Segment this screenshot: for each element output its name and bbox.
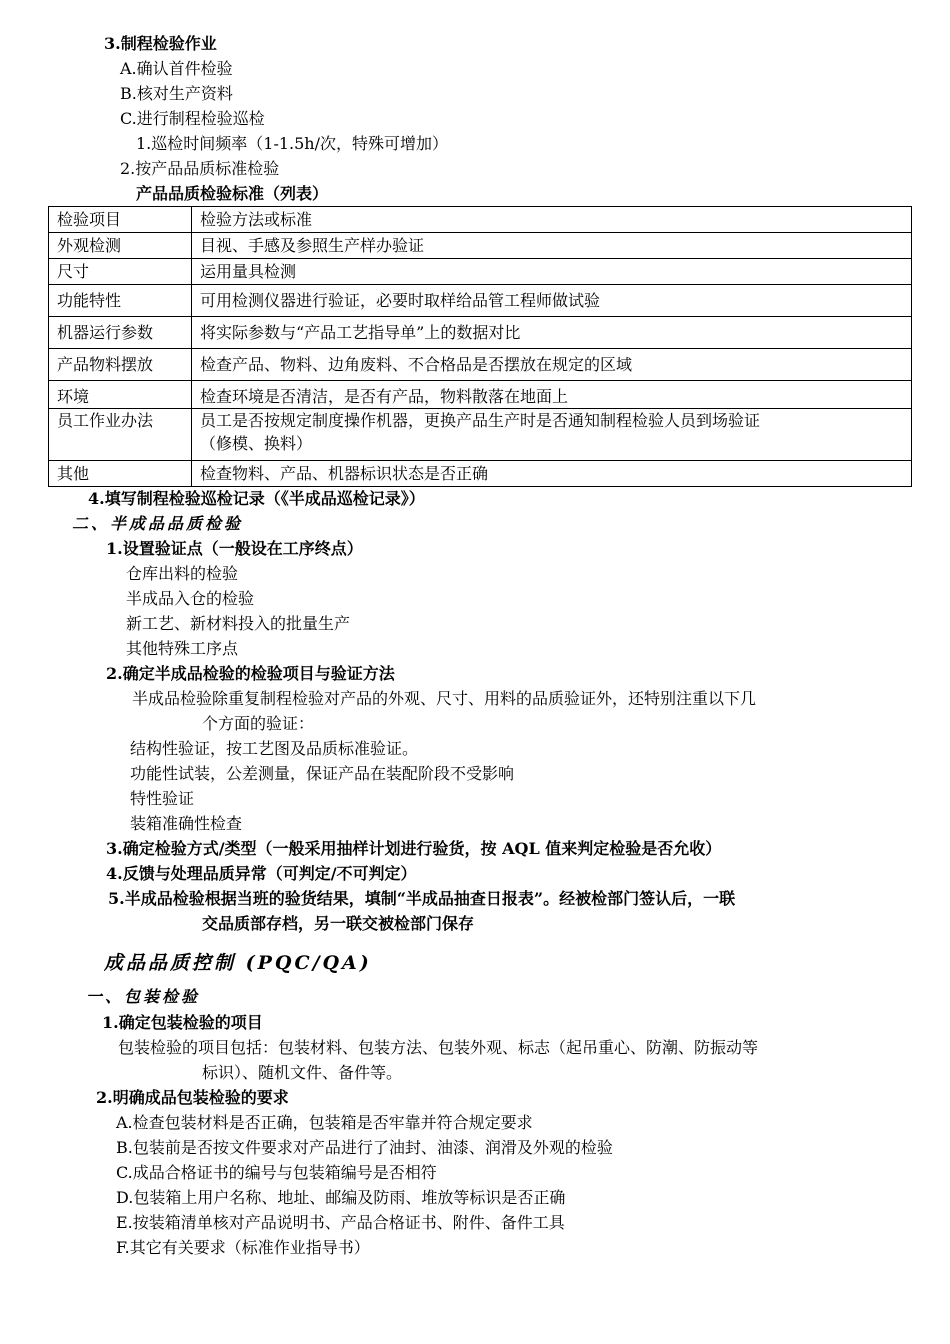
table-row — [49, 461, 912, 487]
packaging-step-2: 2.明确成品包装检验的要求 — [96, 1088, 289, 1107]
semi-step-5-cont: 交品质部存档，另一联交被检部门保存 — [202, 914, 475, 933]
finished-quality-heading: 成品品质控制 (PQC/QA) — [104, 952, 372, 974]
semi-step-4: 4.反馈与处理品质异常（可判定/不可判定） — [106, 864, 417, 883]
semi-step-2-paragraph: 半成品检验除重复制程检验对产品的外观、尺寸、用料的品质验证外，还特别注重以下几 — [132, 689, 757, 708]
table-cell-item: 机器运行参数 — [49, 317, 192, 349]
table-row — [49, 409, 912, 461]
table-cell-item: 环境 — [49, 381, 192, 409]
table-cell-item: 员工作业办法 — [49, 409, 192, 461]
table-header-cell: 检验项目 — [49, 207, 192, 233]
table-header-row — [49, 207, 912, 233]
semi-step-1: 1.设置验证点（一般设在工序终点） — [106, 539, 363, 558]
quality-standard-table — [48, 206, 912, 487]
list-item: A.检查包装材料是否正确，包装箱是否牢靠并符合规定要求 — [116, 1113, 533, 1132]
semi-finished-heading: 二、半成品品质检验 — [72, 514, 244, 533]
packaging-step-1-paragraph-cont: 标识）、随机文件、备件等。 — [202, 1063, 403, 1082]
semi-step-2: 2.确定半成品检验的检验项目与验证方法 — [106, 664, 395, 683]
table-cell-method: 检查物料、产品、机器标识状态是否正确 — [192, 461, 912, 487]
table-title: 产品品质检验标准（列表） — [136, 184, 329, 203]
table-cell-item: 产品物料摆放 — [49, 349, 192, 381]
list-item: 仓库出料的检验 — [126, 564, 239, 583]
table-row — [49, 285, 912, 317]
table-cell-item: 尺寸 — [49, 259, 192, 285]
table-cell-method: 将实际参数与“产品工艺指导单”上的数据对比 — [192, 317, 912, 349]
item-4: 4.填写制程检验巡检记录（《半成品巡检记录》） — [88, 489, 425, 508]
list-item: 功能性试装，公差测量，保证产品在装配阶段不受影响 — [130, 764, 515, 783]
section-3-item-b: B.核对生产资料 — [120, 84, 233, 103]
list-item: F.其它有关要求（标准作业指导书） — [116, 1238, 370, 1257]
semi-step-3: 3.确定检验方式/类型（一般采用抽样计划进行验货，按 AQL 值来判定检验是否允收） — [106, 839, 722, 858]
section-3-item-c1: 1.巡检时间频率（1-1.5h/次，特殊可增加） — [136, 134, 448, 153]
list-item: 新工艺、新材料投入的批量生产 — [126, 614, 351, 633]
table-row — [49, 381, 912, 409]
packaging-step-1: 1.确定包装检验的项目 — [102, 1013, 263, 1032]
list-item: 装箱准确性检查 — [130, 814, 243, 833]
section-3-heading: 3.制程检验作业 — [104, 34, 217, 53]
table-cell-method: 运用量具检测 — [192, 259, 912, 285]
semi-step-2-paragraph-cont: 个方面的验证： — [202, 714, 315, 733]
table-row — [49, 349, 912, 381]
semi-step-5: 5.半成品检验根据当班的验货结果，填制“半成品抽查日报表”。经被检部门签认后，一联 — [108, 889, 736, 908]
list-item: 其他特殊工序点 — [126, 639, 239, 658]
table-cell-method: 检查产品、物料、边角废料、不合格品是否摆放在规定的区域 — [192, 349, 912, 381]
table-cell-method: 目视、手感及参照生产样办验证 — [192, 233, 912, 259]
table-header-cell: 检验方法或标准 — [192, 207, 912, 233]
list-item: 半成品入仓的检验 — [126, 589, 255, 608]
table-row — [49, 317, 912, 349]
list-item: E.按装箱清单核对产品说明书、产品合格证书、附件、备件工具 — [116, 1213, 565, 1232]
list-item: 结构性验证，按工艺图及品质标准验证。 — [130, 739, 419, 758]
table-cell-method: 检查环境是否清洁，是否有产品，物料散落在地面上 — [192, 381, 912, 409]
list-item: 特性验证 — [130, 789, 195, 808]
table-cell-method: 可用检测仪器进行验证，必要时取样给品管工程师做试验 — [192, 285, 912, 317]
table-cell-method-line: （修模、换料） — [200, 434, 313, 453]
table-cell-item: 功能特性 — [49, 285, 192, 317]
list-item: B.包装前是否按文件要求对产品进行了油封、油漆、润滑及外观的检验 — [116, 1138, 613, 1157]
list-item: C.成品合格证书的编号与包装箱编号是否相符 — [116, 1163, 437, 1182]
table-cell-item: 其他 — [49, 461, 192, 487]
section-3-item-c: C.进行制程检验巡检 — [120, 109, 265, 128]
table-cell-method — [192, 409, 912, 461]
section-3-item-c2: 2.按产品品质标准检验 — [120, 159, 280, 178]
table-cell-method-line: 员工是否按规定制度操作机器，更换产品生产时是否通知制程检验人员到场验证 — [200, 411, 761, 430]
list-item: D.包装箱上用户名称、地址、邮编及防雨、堆放等标识是否正确 — [116, 1188, 566, 1207]
table-row — [49, 233, 912, 259]
table-row — [49, 259, 912, 285]
packaging-step-1-paragraph: 包装检验的项目包括：包装材料、包装方法、包装外观、标志（起吊重心、防潮、防振动等 — [118, 1038, 759, 1057]
section-3-item-a: A.确认首件检验 — [120, 59, 233, 78]
packaging-heading: 一、包装检验 — [86, 987, 201, 1006]
table-cell-item: 外观检测 — [49, 233, 192, 259]
